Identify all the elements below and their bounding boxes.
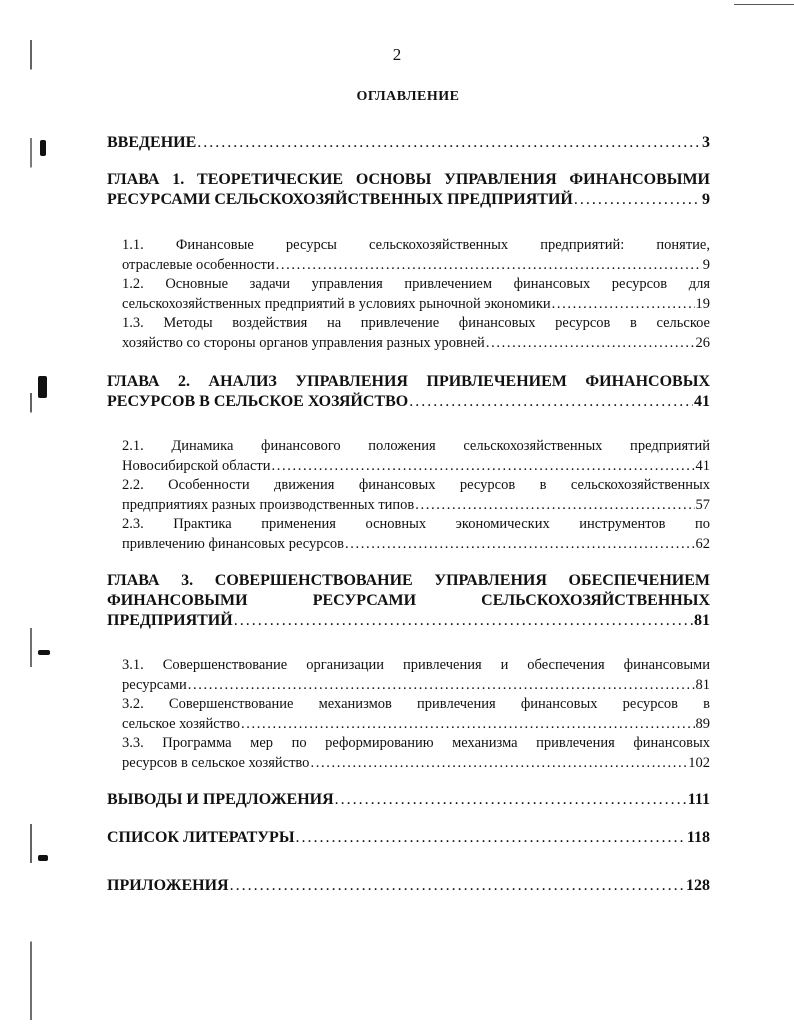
chapter-title-line: ГЛАВА 2. АНАЛИЗ УПРАВЛЕНИЯ ПРИВЛЕЧЕНИЕМ ФИНАНСОВЫХ <box>107 373 710 390</box>
entry-page: 118 <box>686 829 710 846</box>
section-title-line: ресурсами <box>122 676 187 693</box>
entry-page: 81 <box>695 676 710 693</box>
chapter-title-line: ПРЕДПРИЯТИЙ <box>107 612 233 629</box>
entry-page: 41 <box>695 457 710 474</box>
toc-entry-section[interactable] <box>122 515 710 554</box>
entry-page: 3 <box>702 134 710 151</box>
entry-title: ПРИЛОЖЕНИЯ <box>107 877 229 894</box>
leader-dots <box>241 715 694 735</box>
section-title-line: 2.2. Особенности движения финансовых ресурсов в сельскохозяйственных <box>122 477 710 493</box>
leader-dots <box>276 256 702 276</box>
entry-page: 26 <box>695 334 710 351</box>
section-title-line: 1.2. Основные задачи управления привлечением финансовых ресурсов для <box>122 276 710 292</box>
toc-entry-section[interactable] <box>122 275 710 314</box>
leader-dots <box>296 828 686 848</box>
chapter-title-line: ФИНАНСОВЫМИ РЕСУРСАМИ СЕЛЬСКОХОЗЯЙСТВЕННЫХ <box>107 592 710 609</box>
toc-heading: ОГЛАВЛЕНИЕ <box>356 89 460 104</box>
section-title-line: Новосибирской области <box>122 457 271 474</box>
toc-entry-section[interactable] <box>122 437 710 476</box>
section-title-line: 3.1. Совершенствование организации привлечения и обеспечения финансовыми <box>122 657 710 673</box>
entry-page: 128 <box>686 877 710 894</box>
toc-entry-section[interactable] <box>122 734 710 773</box>
scan-line <box>734 4 794 5</box>
leader-dots <box>415 496 694 516</box>
entry-page: 89 <box>695 715 710 732</box>
leader-dots <box>197 133 701 153</box>
leader-dots <box>345 535 694 555</box>
leader-dots <box>409 392 693 412</box>
toc-entry-references[interactable] <box>107 828 710 848</box>
entry-page: 57 <box>695 496 710 513</box>
toc-entry-section[interactable] <box>122 314 710 353</box>
toc-entry-section[interactable] <box>122 695 710 734</box>
entry-page: 41 <box>694 393 710 410</box>
toc-entry-appendices[interactable] <box>107 876 710 896</box>
scan-mark <box>38 855 48 861</box>
leader-dots <box>486 334 695 354</box>
entry-page: 19 <box>695 295 710 312</box>
scan-edge-artifact <box>30 40 32 1020</box>
section-title-line: сельскохозяйственных предприятий в условиях рыночной экономики <box>122 295 551 312</box>
leader-dots <box>310 754 687 774</box>
section-title-line: 1.1. Финансовые ресурсы сельскохозяйственных предприятий: понятие, <box>122 237 710 253</box>
toc-entry-intro[interactable] <box>107 133 710 153</box>
entry-title: ВЫВОДЫ И ПРЕДЛОЖЕНИЯ <box>107 791 334 808</box>
entry-page: 81 <box>694 612 710 629</box>
section-title-line: 3.3. Программа мер по реформированию механизма привлечения финансовых <box>122 735 710 751</box>
section-title-line: 3.2. Совершенствование механизмов привлечения финансовых ресурсов в <box>122 696 710 712</box>
section-title-line: 1.3. Методы воздействия на привлечение финансовых ресурсов в сельское <box>122 315 710 331</box>
entry-page: 102 <box>688 754 710 771</box>
section-title-line: отраслевые особенности <box>122 256 275 273</box>
toc-entry-section[interactable] <box>122 236 710 275</box>
toc-entry-chapter-1[interactable] <box>107 170 710 210</box>
chapter-title-line: РЕСУРСОВ В СЕЛЬСКОЕ ХОЗЯЙСТВО <box>107 393 409 410</box>
section-title-line: привлечению финансовых ресурсов <box>122 535 345 552</box>
chapter-title-line: РЕСУРСАМИ СЕЛЬСКОХОЗЯЙСТВЕННЫХ ПРЕДПРИЯТИЙ <box>107 191 573 208</box>
scan-mark <box>38 376 47 398</box>
toc-entry-section[interactable] <box>122 656 710 695</box>
leader-dots <box>574 190 701 210</box>
section-title-line: хозяйство со стороны органов управления разных уровней <box>122 334 485 351</box>
toc-entry-conclusions[interactable] <box>107 790 710 810</box>
leader-dots <box>234 611 693 631</box>
leader-dots <box>272 457 695 477</box>
scan-mark <box>38 650 50 655</box>
section-title-line: ресурсов в сельское хозяйство <box>122 754 310 771</box>
scan-mark <box>40 140 46 156</box>
entry-title: ВВЕДЕНИЕ <box>107 134 197 151</box>
leader-dots <box>552 295 695 315</box>
section-title-line: 2.3. Практика применения основных экономических инструментов по <box>122 516 710 532</box>
entry-title: СПИСОК ЛИТЕРАТУРЫ <box>107 829 295 846</box>
entry-page: 9 <box>702 191 710 208</box>
leader-dots <box>335 790 687 810</box>
chapter-title-line: ГЛАВА 1. ТЕОРЕТИЧЕСКИЕ ОСНОВЫ УПРАВЛЕНИЯ ФИНАНСОВЫМИ <box>107 171 710 188</box>
leader-dots <box>188 676 695 696</box>
page-number: 2 <box>392 45 402 64</box>
entry-page: 111 <box>687 791 710 808</box>
section-title-line: 2.1. Динамика финансового положения сельскохозяйственных предприятий <box>122 438 710 454</box>
section-title-line: сельское хозяйство <box>122 715 241 732</box>
entry-page: 62 <box>695 535 710 552</box>
entry-page: 9 <box>702 256 710 273</box>
toc-entry-section[interactable] <box>122 476 710 515</box>
toc-entry-chapter-3[interactable] <box>107 571 710 631</box>
section-title-line: предприятиях разных производственных типов <box>122 496 415 513</box>
chapter-title-line: ГЛАВА 3. СОВЕРШЕНСТВОВАНИЕ УПРАВЛЕНИЯ ОБЕСПЕЧЕНИЕМ <box>107 572 710 589</box>
toc-entry-chapter-2[interactable] <box>107 372 710 412</box>
leader-dots <box>230 876 685 896</box>
